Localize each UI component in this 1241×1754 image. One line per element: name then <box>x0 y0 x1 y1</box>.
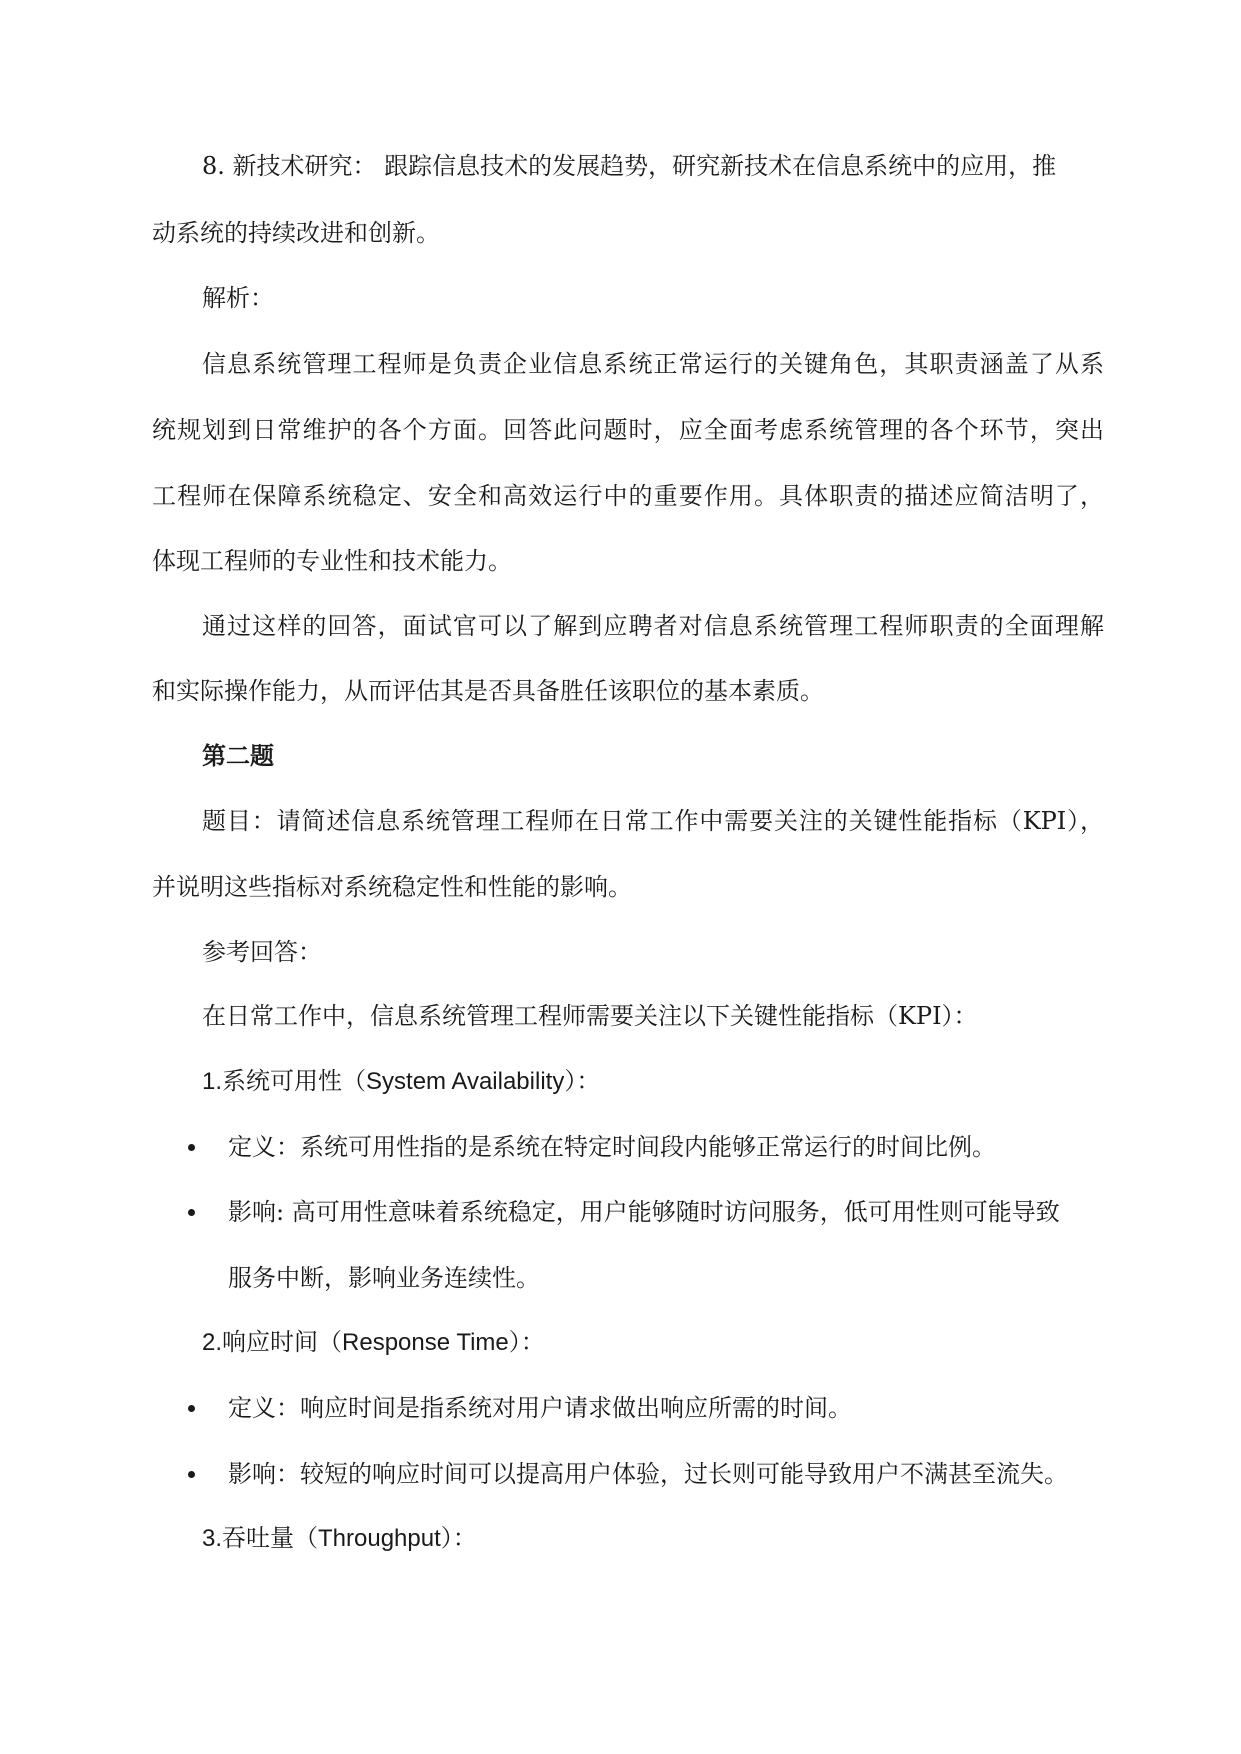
analysis-line: 工程师在保障系统稳定、安全和高效运行中的重要作用。具体职责的描述应简洁明了， <box>152 482 1104 510</box>
kpi2-impact: 影响：较短的响应时间可以提高用户体验，过长则可能导致用户不满甚至流失。 <box>228 1460 1068 1488</box>
kpi1-definition: 定义：系统可用性指的是系统在特定时间段内能够正常运行的时间比例。 <box>228 1133 996 1161</box>
analysis-line: 统规划到日常维护的各个方面。回答此问题时，应全面考虑系统管理的各个环节，突出 <box>152 416 1104 444</box>
conclusion-line: 通过这样的回答，面试官可以了解到应聘者对信息系统管理工程师职责的全面理解 <box>202 612 1104 640</box>
kpi2-definition: 定义：响应时间是指系统对用户请求做出响应所需的时间。 <box>228 1394 852 1422</box>
kpi3-title: 3.吞吐量（Throughput）： <box>202 1525 477 1552</box>
question2-heading: 第二题 <box>202 741 274 770</box>
item8-line1: 8. 新技术研究： 跟踪信息技术的发展趋势，研究新技术在信息系统中的应用，推 <box>202 152 1057 180</box>
bullet-icon <box>188 1471 195 1478</box>
analysis-label: 解析： <box>202 284 274 312</box>
kpi2-title: 2.响应时间（Response Time）： <box>202 1329 545 1356</box>
kpi1-impact-line1: 影响: 高可用性意味着系统稳定，用户能够随时访问服务，低可用性则可能导致 <box>228 1198 1060 1226</box>
question2-line: 题目：请简述信息系统管理工程师在日常工作中需要关注的关键性能指标（KPI）， <box>202 807 1104 835</box>
kpi-intro: 在日常工作中，信息系统管理工程师需要关注以下关键性能指标（KPI）： <box>202 1002 978 1030</box>
kpi1-impact-line2: 服务中断，影响业务连续性。 <box>228 1264 540 1292</box>
bullet-icon <box>188 1209 195 1216</box>
bullet-icon <box>188 1144 195 1151</box>
item8-line2: 动系统的持续改进和创新。 <box>152 219 440 247</box>
analysis-line: 体现工程师的专业性和技术能力。 <box>152 547 512 575</box>
question2-line: 并说明这些指标对系统稳定性和性能的影响。 <box>152 873 632 901</box>
conclusion-line: 和实际操作能力，从而评估其是否具备胜任该职位的基本素质。 <box>152 677 824 705</box>
bullet-icon <box>188 1405 195 1412</box>
kpi1-title: 1.系统可用性（System Availability）： <box>202 1068 601 1095</box>
reference-label: 参考回答： <box>202 938 322 966</box>
analysis-line: 信息系统管理工程师是负责企业信息系统正常运行的关键角色，其职责涵盖了从系 <box>202 350 1104 378</box>
